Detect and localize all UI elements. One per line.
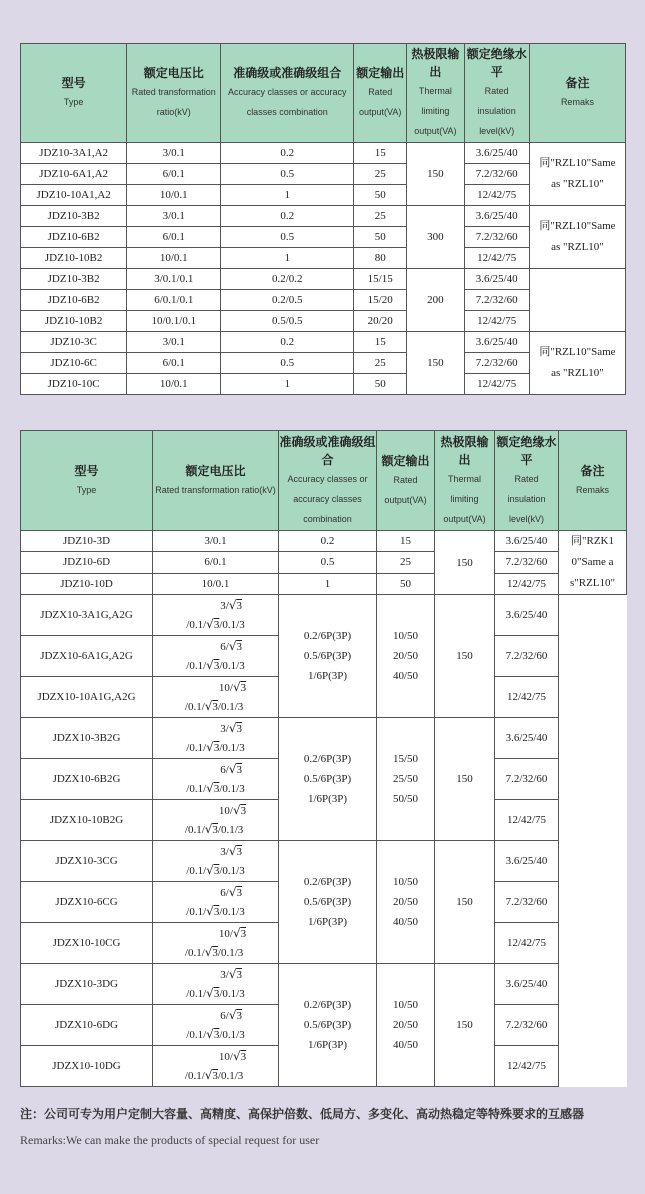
accuracy-cell: 0.5/0.5: [221, 311, 354, 332]
note-english: Remarks:We can make the products of special request for user: [20, 1133, 320, 1147]
table-jdz10: [20, 43, 626, 395]
remark-cell: 同"RZK10"Same as"RZL10": [559, 531, 627, 595]
accuracy-line: 1/6P(3P): [307, 1039, 348, 1051]
ratio-tertiary: /0.1/3: [219, 782, 245, 795]
table-row: [21, 964, 627, 1005]
header-thermal: 热极限输出 Thermal limiting output(VA): [407, 44, 464, 143]
output-line: 40/50: [392, 916, 419, 928]
table-jdzx10: [20, 430, 627, 1087]
accuracy-line: 1/6P(3P): [307, 793, 348, 805]
type-cell: JDZ10-10D: [21, 573, 153, 594]
ratio-cell: 10/0.1/0.1: [127, 311, 221, 332]
accuracy-cell: 0.5: [221, 164, 354, 185]
type-cell: JDZ10-6C: [21, 353, 127, 374]
insulation-cell: 12/42/75: [495, 677, 559, 718]
sqrt-value: 3: [212, 946, 218, 959]
sqrt-icon: √: [228, 720, 237, 735]
ratio-cell: 3/0.1: [153, 531, 279, 552]
ratio-tertiary: /0.1/3: [219, 864, 245, 877]
ratio-cell: 6/0.1: [127, 164, 221, 185]
sqrt-value: 3: [213, 905, 220, 918]
ratio-cell: [153, 964, 279, 1005]
ratio-secondary: /0.1/: [186, 782, 207, 795]
insulation-cell: 12/42/75: [495, 800, 559, 841]
output-line: 40/50: [392, 1039, 419, 1051]
type-cell: JDZ10-3D: [21, 531, 153, 552]
output-cell: 80: [354, 248, 407, 269]
sqrt-icon: √: [232, 925, 241, 940]
insulation-cell: 7.2/32/60: [464, 227, 529, 248]
ratio-secondary: /0.1/: [186, 987, 207, 1000]
ratio-cell: [153, 636, 279, 677]
output-cell: [377, 595, 435, 718]
remark-cell: 同"RZL10"Same as "RZL10": [529, 206, 625, 269]
ratio-cell: 6/0.1: [153, 552, 279, 573]
ratio-cell: 6/0.1/0.1: [127, 290, 221, 311]
ratio-cell: 3/0.1: [127, 206, 221, 227]
insulation-cell: 12/42/75: [495, 573, 559, 594]
ratio-cell: 6/0.1: [127, 353, 221, 374]
header-output: 额定输出 Rated output(VA): [377, 431, 435, 531]
type-cell: JDZ10-6B2: [21, 227, 127, 248]
accuracy-line: 0.2/6P(3P): [303, 630, 352, 642]
sqrt-value: 3: [213, 618, 220, 631]
accuracy-cell: 0.2: [279, 531, 377, 552]
ratio-cell: [153, 595, 279, 636]
output-cell: 50: [354, 227, 407, 248]
ratio-primary: 6/: [220, 763, 229, 776]
insulation-cell: 7.2/32/60: [495, 882, 559, 923]
insulation-cell: 7.2/32/60: [495, 552, 559, 573]
type-cell: JDZX10-6CG: [21, 882, 153, 923]
accuracy-cell: 1: [279, 573, 377, 594]
table-row: [21, 573, 627, 594]
output-line: 15/50: [392, 753, 419, 765]
ratio-expression: [185, 924, 246, 962]
sqrt-icon: √: [206, 903, 214, 918]
header-insulation: 额定绝缘水平 Rated insulation level(kV): [495, 431, 559, 531]
header-type: 型号 Type: [21, 44, 127, 143]
sqrt-value: 3: [236, 968, 243, 981]
sqrt-value: 3: [236, 640, 243, 653]
output-line: 20/50: [392, 1019, 419, 1031]
ratio-cell: [153, 800, 279, 841]
accuracy-cell: 1: [221, 374, 354, 395]
sqrt-value: 3: [213, 741, 220, 754]
ratio-cell: 6/0.1: [127, 227, 221, 248]
insulation-cell: 7.2/32/60: [495, 636, 559, 677]
table-row: [21, 332, 626, 353]
insulation-cell: 7.2/32/60: [495, 759, 559, 800]
remark-cell: 同"RZL10"Same as "RZL10": [529, 332, 625, 395]
thermal-cell: 150: [407, 143, 464, 206]
insulation-cell: 3.6/25/40: [464, 332, 529, 353]
insulation-cell: 3.6/25/40: [464, 206, 529, 227]
type-cell: JDZX10-3B2G: [21, 718, 153, 759]
ratio-cell: 3/0.1: [127, 332, 221, 353]
ratio-primary: 10/: [218, 1050, 233, 1063]
table-header-row: [21, 44, 626, 143]
insulation-cell: 3.6/25/40: [464, 269, 529, 290]
ratio-expression: [185, 678, 246, 716]
ratio-cell: [153, 923, 279, 964]
sqrt-value: 3: [240, 804, 247, 817]
sqrt-value: 3: [213, 864, 220, 877]
sqrt-value: 3: [213, 1028, 220, 1041]
ratio-primary: 6/: [220, 640, 229, 653]
sqrt-value: 3: [240, 1050, 247, 1063]
sqrt-icon: √: [204, 698, 213, 713]
output-cell: 25: [354, 353, 407, 374]
accuracy-cell: 0.5: [221, 227, 354, 248]
type-cell: JDZ10-10C: [21, 374, 127, 395]
type-cell: JDZX10-6DG: [21, 1005, 153, 1046]
sqrt-value: 3: [213, 659, 220, 672]
ratio-cell: 10/0.1: [127, 185, 221, 206]
sqrt-icon: √: [228, 638, 237, 653]
table-row: [21, 718, 627, 759]
accuracy-cell: 0.2: [221, 206, 354, 227]
table-row: [21, 269, 626, 290]
ratio-secondary: /0.1/: [186, 741, 207, 754]
ratio-secondary: /0.1/: [184, 946, 205, 959]
sqrt-value: 3: [240, 681, 247, 694]
thermal-cell: 150: [435, 841, 495, 964]
header-accuracy: 准确级或准确级组合 Accuracy classes or accuracy classes combination: [221, 44, 354, 143]
sqrt-icon: √: [228, 597, 237, 612]
table-row: [21, 552, 627, 573]
output-line: 10/50: [392, 876, 419, 888]
ratio-tertiary: /0.1/3: [219, 618, 245, 631]
ratio-expression: [185, 1047, 246, 1085]
insulation-cell: 12/42/75: [495, 923, 559, 964]
type-cell: JDZX10-6B2G: [21, 759, 153, 800]
type-cell: JDZX10-6A1G,A2G: [21, 636, 153, 677]
sqrt-icon: √: [206, 985, 214, 1000]
type-cell: JDZ10-10B2: [21, 311, 127, 332]
header-ratio: 额定电压比 Rated transformation ratio(kV): [127, 44, 221, 143]
accuracy-line: 0.2/6P(3P): [303, 753, 352, 765]
ratio-primary: 3/: [220, 845, 229, 858]
note-chinese: 注：公司可专为用户定制大容量、高精度、高保护倍数、低局方、多变化、高动热稳定等特殊要求的互感器: [20, 1107, 585, 1121]
type-cell: JDZ10-10A1,A2: [21, 185, 127, 206]
ratio-cell: 3/0.1/0.1: [127, 269, 221, 290]
ratio-primary: 3/: [220, 599, 229, 612]
ratio-primary: 3/: [220, 722, 229, 735]
ratio-tertiary: /0.1/3: [217, 823, 244, 836]
accuracy-cell: [279, 841, 377, 964]
ratio-cell: 3/0.1: [127, 143, 221, 164]
type-cell: JDZ10-10B2: [21, 248, 127, 269]
output-line: 50/50: [392, 793, 419, 805]
type-cell: JDZ10-3B2: [21, 269, 127, 290]
insulation-cell: 3.6/25/40: [495, 718, 559, 759]
type-cell: JDZX10-10B2G: [21, 800, 153, 841]
type-cell: JDZ10-6B2: [21, 290, 127, 311]
ratio-cell: [153, 1005, 279, 1046]
ratio-tertiary: /0.1/3: [217, 1069, 244, 1082]
ratio-secondary: /0.1/: [184, 823, 205, 836]
accuracy-cell: 0.5: [279, 552, 377, 573]
type-cell: JDZ10-3C: [21, 332, 127, 353]
ratio-expression: [186, 719, 244, 757]
accuracy-cell: [279, 595, 377, 718]
ratio-expression: [185, 801, 246, 839]
thermal-cell: 150: [435, 595, 495, 718]
header-insulation: 额定绝缘水平 Rated insulation level(kV): [464, 44, 529, 143]
output-cell: 20/20: [354, 311, 407, 332]
ratio-secondary: /0.1/: [186, 618, 207, 631]
output-cell: 15/20: [354, 290, 407, 311]
sqrt-value: 3: [240, 927, 247, 940]
sqrt-icon: √: [204, 944, 213, 959]
output-cell: 50: [377, 573, 435, 594]
header-ratio: 额定电压比 Rated transformation ratio(kV): [153, 431, 279, 531]
thermal-cell: 300: [407, 206, 464, 269]
output-cell: 25: [377, 552, 435, 573]
sqrt-icon: √: [228, 843, 237, 858]
table-row: [21, 595, 627, 636]
thermal-cell: 150: [435, 964, 495, 1087]
insulation-cell: 7.2/32/60: [464, 353, 529, 374]
sqrt-value: 3: [236, 845, 243, 858]
sqrt-icon: √: [206, 616, 214, 631]
remark-cell: [529, 269, 625, 332]
ratio-cell: [153, 1046, 279, 1087]
ratio-expression: [186, 596, 244, 634]
ratio-cell: [153, 882, 279, 923]
ratio-expression: [186, 637, 244, 675]
insulation-cell: 3.6/25/40: [495, 531, 559, 552]
sqrt-icon: √: [232, 679, 241, 694]
sqrt-icon: √: [206, 1026, 214, 1041]
notes: [20, 1104, 620, 1150]
output-line: 25/50: [392, 773, 419, 785]
table-row: [21, 143, 626, 164]
ratio-tertiary: /0.1/3: [217, 700, 244, 713]
ratio-cell: 10/0.1: [127, 248, 221, 269]
ratio-primary: 10/: [218, 681, 233, 694]
sqrt-value: 3: [236, 599, 243, 612]
type-cell: JDZX10-3CG: [21, 841, 153, 882]
type-cell: JDZ10-6A1,A2: [21, 164, 127, 185]
insulation-cell: 7.2/32/60: [464, 164, 529, 185]
sqrt-icon: √: [206, 780, 214, 795]
sqrt-icon: √: [228, 884, 237, 899]
output-cell: [377, 718, 435, 841]
type-cell: JDZX10-3A1G,A2G: [21, 595, 153, 636]
accuracy-cell: 0.2/0.2: [221, 269, 354, 290]
ratio-tertiary: /0.1/3: [219, 741, 245, 754]
output-line: 10/50: [392, 999, 419, 1011]
sqrt-value: 3: [213, 987, 220, 1000]
header-thermal: 热极限输出 Thermal limiting output(VA): [435, 431, 495, 531]
accuracy-line: 0.2/6P(3P): [303, 876, 352, 888]
type-cell: JDZX10-10DG: [21, 1046, 153, 1087]
type-cell: JDZX10-3DG: [21, 964, 153, 1005]
accuracy-cell: 0.2: [221, 332, 354, 353]
ratio-expression: [186, 965, 244, 1003]
ratio-tertiary: /0.1/3: [219, 1028, 245, 1041]
accuracy-line: 0.5/6P(3P): [303, 1019, 352, 1031]
sqrt-icon: √: [204, 821, 213, 836]
ratio-secondary: /0.1/: [186, 659, 207, 672]
output-cell: 15: [354, 143, 407, 164]
sqrt-icon: √: [204, 1067, 213, 1082]
thermal-cell: 150: [435, 718, 495, 841]
accuracy-line: 0.5/6P(3P): [303, 896, 352, 908]
ratio-expression: [186, 1006, 244, 1044]
ratio-tertiary: /0.1/3: [219, 905, 245, 918]
output-cell: [377, 964, 435, 1087]
sqrt-value: 3: [236, 763, 243, 776]
accuracy-cell: 1: [221, 185, 354, 206]
ratio-secondary: /0.1/: [186, 864, 207, 877]
insulation-cell: 12/42/75: [495, 1046, 559, 1087]
ratio-secondary: /0.1/: [184, 1069, 205, 1082]
header-output: 额定输出 Rated output(VA): [354, 44, 407, 143]
sqrt-icon: √: [228, 761, 237, 776]
header-remarks: 备注 Remaks: [529, 44, 625, 143]
output-cell: 15: [354, 332, 407, 353]
accuracy-cell: 1: [221, 248, 354, 269]
sqrt-icon: √: [228, 1007, 237, 1022]
ratio-tertiary: /0.1/3: [219, 659, 245, 672]
thermal-cell: 150: [435, 531, 495, 595]
insulation-cell: 3.6/25/40: [495, 964, 559, 1005]
ratio-tertiary: /0.1/3: [217, 946, 244, 959]
output-cell: 25: [354, 206, 407, 227]
ratio-primary: 10/: [218, 927, 233, 940]
type-cell: JDZ10-3B2: [21, 206, 127, 227]
remark-cell: 同"RZL10"Same as "RZL10": [529, 143, 625, 206]
ratio-cell: [153, 841, 279, 882]
header-type: 型号 Type: [21, 431, 153, 531]
ratio-primary: 6/: [220, 1009, 229, 1022]
accuracy-line: 0.5/6P(3P): [303, 773, 352, 785]
sqrt-value: 3: [212, 1069, 218, 1082]
insulation-cell: 7.2/32/60: [495, 1005, 559, 1046]
insulation-cell: 3.6/25/40: [464, 143, 529, 164]
type-cell: JDZX10-10CG: [21, 923, 153, 964]
ratio-expression: [186, 842, 244, 880]
sqrt-icon: √: [206, 862, 214, 877]
ratio-secondary: /0.1/: [186, 905, 207, 918]
sqrt-icon: √: [232, 802, 241, 817]
insulation-cell: 3.6/25/40: [495, 595, 559, 636]
sqrt-value: 3: [213, 782, 220, 795]
output-cell: 15: [377, 531, 435, 552]
type-cell: JDZ10-3A1,A2: [21, 143, 127, 164]
sqrt-value: 3: [236, 1009, 243, 1022]
ratio-cell: 10/0.1: [127, 374, 221, 395]
output-cell: [377, 841, 435, 964]
output-line: 20/50: [392, 650, 419, 662]
ratio-cell: 10/0.1: [153, 573, 279, 594]
type-cell: JDZ10-6D: [21, 552, 153, 573]
insulation-cell: 12/42/75: [464, 248, 529, 269]
output-cell: 25: [354, 164, 407, 185]
ratio-cell: [153, 677, 279, 718]
sqrt-value: 3: [212, 700, 218, 713]
ratio-primary: 6/: [220, 886, 229, 899]
accuracy-line: 1/6P(3P): [307, 670, 348, 682]
ratio-tertiary: /0.1/3: [219, 987, 245, 1000]
table-header-row: [21, 431, 627, 531]
ratio-secondary: /0.1/: [184, 700, 205, 713]
ratio-secondary: /0.1/: [186, 1028, 207, 1041]
thermal-cell: 200: [407, 269, 464, 332]
accuracy-line: 1/6P(3P): [307, 916, 348, 928]
insulation-cell: 12/42/75: [464, 374, 529, 395]
accuracy-line: 0.5/6P(3P): [303, 650, 352, 662]
ratio-cell: [153, 718, 279, 759]
sqrt-value: 3: [212, 823, 218, 836]
type-cell: JDZX10-10A1G,A2G: [21, 677, 153, 718]
thermal-cell: 150: [407, 332, 464, 395]
output-cell: 50: [354, 185, 407, 206]
output-cell: 50: [354, 374, 407, 395]
sqrt-value: 3: [236, 722, 243, 735]
table-row: [21, 841, 627, 882]
ratio-expression: [186, 883, 244, 921]
accuracy-cell: 0.5: [221, 353, 354, 374]
output-line: 20/50: [392, 896, 419, 908]
sqrt-value: 3: [236, 886, 243, 899]
output-cell: 15/15: [354, 269, 407, 290]
table-row: [21, 531, 627, 552]
table-row: [21, 206, 626, 227]
ratio-primary: 3/: [220, 968, 229, 981]
accuracy-cell: [279, 964, 377, 1087]
insulation-cell: 3.6/25/40: [495, 841, 559, 882]
ratio-cell: [153, 759, 279, 800]
insulation-cell: 12/42/75: [464, 185, 529, 206]
header-remarks: 备注 Remaks: [559, 431, 627, 531]
sqrt-icon: √: [206, 657, 214, 672]
ratio-expression: [186, 760, 244, 798]
ratio-primary: 10/: [218, 804, 233, 817]
accuracy-cell: 0.2/0.5: [221, 290, 354, 311]
sqrt-icon: √: [232, 1048, 241, 1063]
sqrt-icon: √: [206, 739, 214, 754]
output-line: 40/50: [392, 670, 419, 682]
insulation-cell: 12/42/75: [464, 311, 529, 332]
header-accuracy: 准确级或准确级组合 Accuracy classes or accuracy classes combination: [279, 431, 377, 531]
accuracy-line: 0.2/6P(3P): [303, 999, 352, 1011]
accuracy-cell: 0.2: [221, 143, 354, 164]
insulation-cell: 7.2/32/60: [464, 290, 529, 311]
output-line: 10/50: [392, 630, 419, 642]
accuracy-cell: [279, 718, 377, 841]
sqrt-icon: √: [228, 966, 237, 981]
